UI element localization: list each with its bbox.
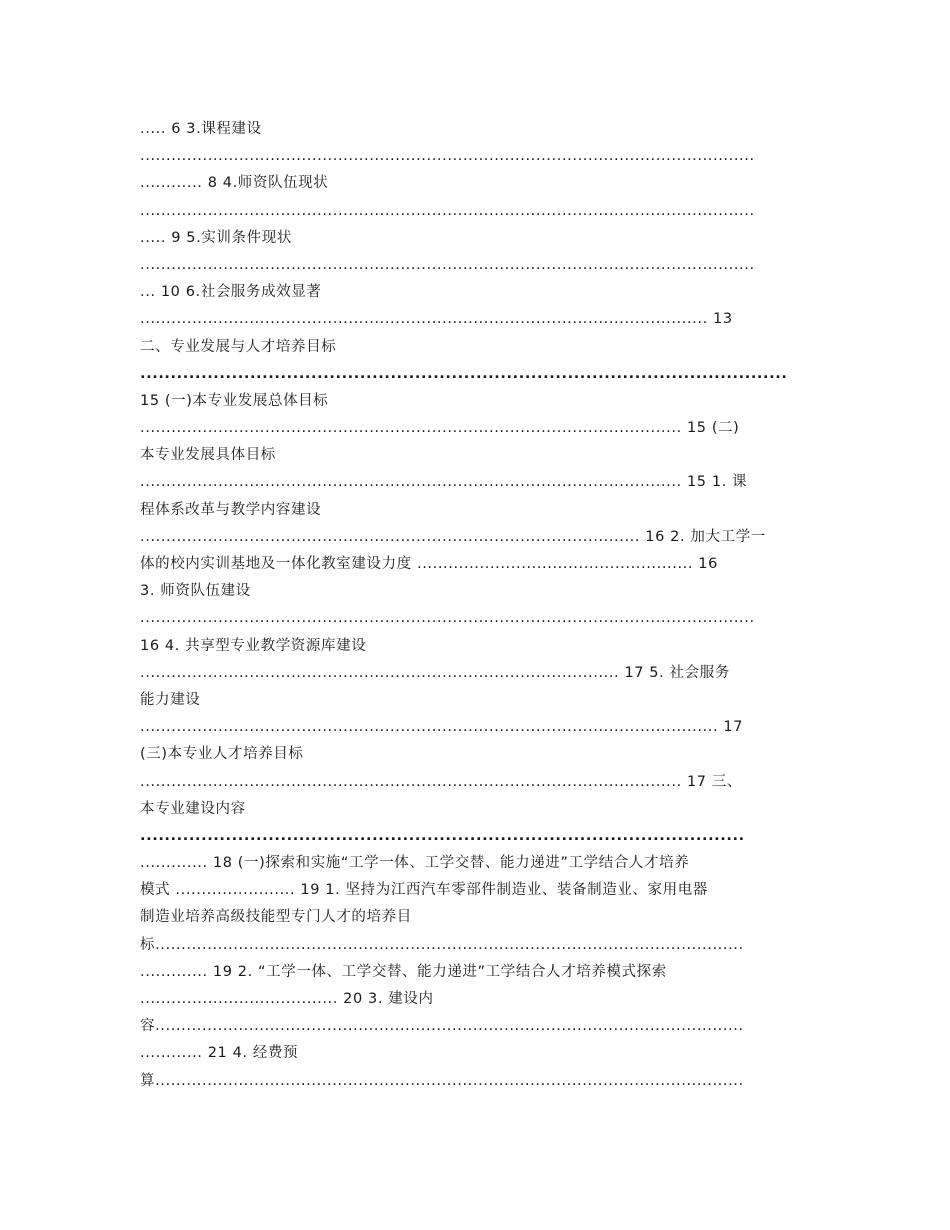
toc-line: 模式 ....................... 19 1. 坚持为江西汽车零部件制造业、装备制造业、家用电器 — [140, 882, 708, 899]
toc-line: 体的校内实训基地及一体化教室建设力度 ..................................................... 16 — [140, 556, 718, 572]
toc-line: ............ 21 4. 经费预 — [140, 1045, 299, 1062]
toc-line: ............................................................................................ 17 5. 社会服务 — [140, 664, 730, 681]
toc-line: ............. 19 2. “工学一体、工学交替、能力递进”工学结合人才培养模式探索 — [140, 963, 667, 980]
toc-line: ..... 9 5.实训条件现状 — [140, 229, 292, 246]
toc-line: 制造业培养高级技能型专门人才的培养目 — [140, 909, 412, 926]
toc-line: 本专业发展具体目标 — [140, 447, 276, 464]
toc-line: (三)本专业人才培养目标 — [140, 746, 304, 763]
toc-line: 16 4. 共享型专业教学资源库建设 — [140, 637, 367, 654]
toc-line: ................................................................................................ 16 2. 加大工学一 — [140, 528, 766, 545]
toc-line: ...................................................................................................................... — [140, 256, 755, 273]
toc-line: ...................................................................................................................... — [140, 202, 755, 219]
toc-line: ...................................... 20 3. 建设内 — [140, 991, 434, 1007]
toc-line: ................................................................................................... — [140, 827, 745, 844]
toc-line: ... 10 6.社会服务成效显著 — [140, 284, 322, 301]
toc-line: 二、专业发展与人才培养目标 — [140, 338, 337, 355]
toc-line: 能力建设 — [140, 691, 201, 708]
toc-line: 3. 师资队伍建设 — [140, 583, 251, 600]
toc-line: 本专业建设内容 — [140, 800, 246, 817]
toc-line: 15 (一)本专业发展总体目标 — [140, 392, 329, 409]
toc-line: .......................................................................................................... — [140, 365, 788, 382]
toc-line: ............................................................................................................. 13 — [140, 311, 733, 328]
toc-line: ...................................................................................................................... — [140, 610, 755, 627]
toc-line: ............................................................................................................... 17 — [140, 719, 744, 736]
toc-line: 标................................................................................................................. — [140, 936, 744, 953]
toc-line: 算................................................................................................................. — [140, 1072, 744, 1089]
toc-line: 容................................................................................................................. — [140, 1018, 744, 1035]
toc-line: 程体系改革与教学内容建设 — [140, 501, 322, 518]
toc-line: ........................................................................................................ 17 三、 — [140, 773, 743, 790]
toc-line: ............. 18 (一)探索和实施“工学一体、工学交替、能力递进”工学结合人才培养 — [140, 855, 690, 872]
table-of-contents — [140, 116, 812, 1095]
toc-line: ..... 6 3.课程建设 — [140, 121, 262, 137]
toc-line: ........................................................................................................ 15 (二) — [140, 420, 740, 437]
toc-line: ............ 8 4.师资队伍现状 — [140, 175, 329, 192]
toc-line: ...................................................................................................................... — [140, 148, 755, 165]
toc-line: ........................................................................................................ 15 1. 课 — [140, 474, 748, 491]
